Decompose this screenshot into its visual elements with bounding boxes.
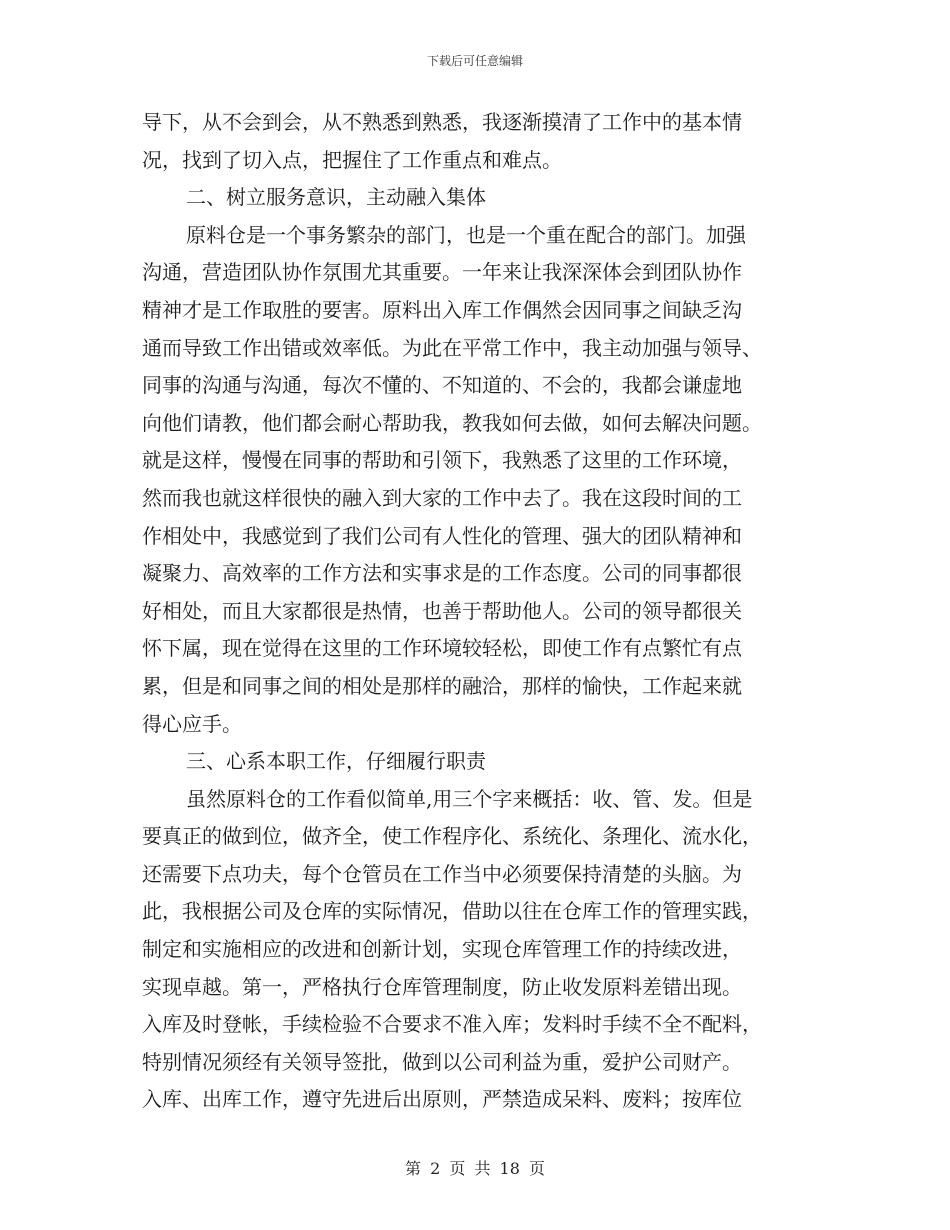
page-number-footer: 第 2 页 共 18 页 — [405, 1159, 545, 1178]
text-line: 入库及时登帐，手续检验不合要求不准入库；发料时手续不全不配料， — [142, 1012, 762, 1037]
page-header: 下载后可任意编辑 — [426, 54, 523, 68]
text-line: 实现卓越。第一，严格执行仓库管理制度，防止收发原料差错出现。 — [142, 974, 742, 999]
text-line: 累，但是和同事之间的相处是那样的融洽，那样的愉快，工作起来就 — [142, 673, 742, 698]
text-line: 入库、出库工作，遵守先进后出原则，严禁造成呆料、废料；按库位 — [142, 1087, 742, 1112]
text-line: 精神才是工作取胜的要害。原料出入库工作偶然会因同事之间缺乏沟 — [142, 297, 742, 322]
text-line: 然而我也就这样很快的融入到大家的工作中去了。我在这段时间的工 — [142, 485, 742, 510]
text-line: 好相处，而且大家都很是热情，也善于帮助他人。公司的领导都很关 — [142, 598, 742, 623]
text-line: 况，找到了切入点，把握住了工作重点和难点。 — [142, 147, 562, 172]
text-line: 怀下属，现在觉得在这里的工作环境较轻松，即使工作有点繁忙有点 — [142, 636, 742, 661]
text-line: 就是这样，慢慢在同事的帮助和引领下，我熟悉了这里的工作环境， — [142, 448, 742, 473]
text-line: 还需要下点功夫，每个仓管员在工作当中必须要保持清楚的头脑。为 — [142, 861, 742, 886]
text-line: 原料仓是一个事务繁杂的部门，也是一个重在配合的部门。加强 — [186, 222, 746, 247]
text-line: 虽然原料仓的工作看似简单,用三个字来概括：收、管、发。但是 — [186, 786, 753, 811]
text-line: 通而导致工作出错或效率低。为此在平常工作中，我主动加强与领导、 — [142, 335, 762, 360]
text-line: 凝聚力、高效率的工作方法和实事求是的工作态度。公司的同事都很 — [142, 561, 742, 586]
text-line: 特别情况须经有关领导签批，做到以公司利益为重，爱护公司财产。 — [142, 1049, 742, 1074]
text-line: 制定和实施相应的改进和创新计划，实现仓库管理工作的持续改进， — [142, 937, 742, 962]
text-line: 导下，从不会到会，从不熟悉到熟悉，我逐渐摸清了工作中的基本情 — [142, 110, 742, 134]
text-line: 作相处中，我感觉到了我们公司有人性化的管理、强大的团队精神和 — [142, 523, 742, 548]
text-line: 此，我根据公司及仓库的实际情况，借助以往在仓库工作的管理实践， — [142, 899, 762, 924]
text-line: 沟通，营造团队协作氛围尤其重要。一年来让我深深体会到团队协作 — [142, 260, 742, 285]
text-line: 同事的沟通与沟通，每次不懂的、不知道的、不会的，我都会谦虚地 — [142, 373, 742, 398]
document-body — [142, 104, 806, 1119]
text-line: 要真正的做到位，做齐全，使工作程序化、系统化、条理化、流水化， — [142, 824, 762, 849]
section-heading: 三、心系本职工作，仔细履行职责 — [186, 749, 486, 774]
text-line: 向他们请教，他们都会耐心帮助我，教我如何去做，如何去解决问题。 — [142, 410, 762, 435]
text-line: 得心应手。 — [142, 711, 242, 736]
section-heading: 二、树立服务意识，主动融入集体 — [186, 185, 486, 210]
